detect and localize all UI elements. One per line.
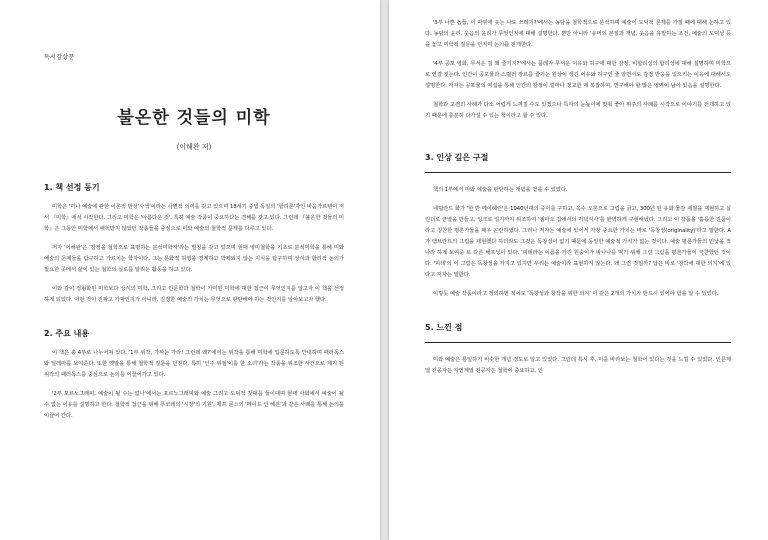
section-divider — [425, 342, 731, 343]
paragraph: 책의 1부에서 미와 예술을 판단하는 개념을 얻을 수 있었다. — [433, 187, 568, 193]
section-heading-impressions: 5. 느낀 점 — [425, 323, 463, 332]
document-title: 불온한 것들의 미학 — [117, 108, 271, 128]
paragraph: 이 책은 총 4부로 나누어져 있다. '1부 위작, 가짜는 가라! 그런데 왜?'에서는 위작을 통해 미학에 입문하도록 안내하며 패러독스와 딜레마를 보여준다. 또한 옛말을 통해 철학적 질문을 던진다. 특히 '인주 위절'이를 한 소녀'라는 작품을 위조한 사건으로 계기 된 위작의 패러독스를 중심으로 논의를 이끌어가고 있다. — [44, 350, 344, 378]
paragraph: '3부 나쁜 놈들, 이 따위에 웃는 나도 쓰레기?'에서는 농담을 철학적으로 분석하며 예술이 도덕적 문제를 가질 때에 대해 논하고 있다. 농담의 윤리, 웃음의 윤리가 무엇인지에 대해 설명한다. 뿐만 아니라 '유머의 본질과 개념, 웃음을 유발하는 조건, 예술의 도덕성 등을 놓고 미학적 질문을 던지며 논의를 전개한다. — [425, 20, 731, 48]
document-page-1 — [0, 0, 380, 540]
section-heading-selection-motive: 1. 책 선정 동기 — [44, 183, 100, 192]
paragraph: '4부 공포 영화, 무서운 걸 왜 즐기지?'에서는 품레가 무서운 이유와 허구에 대한 감정, 비합리성의 합리성에 대해 설명하며 미학으로 연결 짓는다. 인간이 공포물과 스릴러 장르를 즐기는 원상이 생긴 이유와 허구인 줄 알면서도 감정 반응을 일으키는 이유에 대해서도 설명한다. 저자는 공포물의 역설을 통해 인간의 감정이 얼마나 정교한 매 복잡하며, 연구해야 할 많은 영역이 남아 있음을 설명한다. — [425, 61, 731, 89]
section-heading-impressive-passage: 3. 인상 깊은 구절 — [425, 153, 489, 162]
paragraph: 저자 '이해완'은 '감정을 철학으로 표명하는 분석미학자'라는 별칭을 갖고 있으며 현대 영미철학을 기초로 분석미학을 통해 미와 예술의 문제들을 탐구하고 가르치는 학자이다. 그는 문화적 허영을 경계하고 박제되지 않는 지식을 탐구하며 상식과 합리적 논의가 필요한 곳에서 삶이 있는 철학의 실로를 알리는 활동을 하고 있다. — [44, 245, 344, 273]
paragraph: '2부 포르노그래피, 예술이 될 수는 없나'에서는 포르노그래피와 예술 그리고 도덕적 잣대를 들이대며 현대 사회에서 예술이 될 수 없는 이유를 설명하고 한다. 철학적 접근을 위해 푸코레의 '시장'의 기원', 제프 쿤스의 '메이드 인 헤븐'과 같은 사례를 통해 논의를 이끌어 간다. — [44, 391, 344, 419]
paragraph: 철학과 고전의 사례가 다소 어렵게 느껴질 수도 있겠으나 특자의 눈높이에 맞춰 좋아 위주의 사례를 시작으로 이야기를 전개하고 있기 때문에 충분히 다가설 수 있는 책이라고 할 수 있다. — [425, 102, 731, 119]
paragraph: 이렇듯 예술 작품이라고 정의하면 적어도 '독창성과 창작을 위한 의지' 이 같은 2개의 가치가 반드시 있어야 함을 알 수 있었다. — [433, 291, 719, 297]
author-line: (이해완 저) — [176, 143, 212, 151]
paragraph: 이와 같이 정형화된 미학보다 상식의 미학, 그리고 인문학과 철학이 가미된 미학에 대한 접근이 무엇인지를 알고자 이 책을 선정하게 되었다. 어떤 것이 진짜고 가짜인지가 아니라, 진정한 예술의 가치는 무엇으로 판단해야 하는 것인지를 알아보고자 했다. — [44, 286, 344, 303]
document-page-2 — [389, 0, 768, 540]
paragraph: 네덜란드 화가 '한 반 메이헤런'은 1940년대의 중이를 구하고, 옥수 오론으로 그림을 긁고, 300년 된 유화 물감 재질을 재현하고 실린더로 균열을 만들고, 잉크로 얼지까지 위조하여 '엠마오 집에서의 저녁식사'를 완벽하게 구현해냈다. 그리고 이 작품을 '훌륭한 진품이라고 칭찬한 평론가들을 매우 곤란하였다. 그러나 저자는 예술에 있어서 가장 중요한 가치는 바로 '독창성(originality)'라고 말한다. A가 렘브란트의 그림을 재현했다 하더라도 그것은 독창성이 없기 때문에 동일한 예술적 가치가 없는 것이다. 예술 평론가들의 민낯을 적나라 하게 보여준 또 다른 해프닝이 있다. '피테라는 이름을 가진 원숭이가 바나나를 먹기 위해 그린 그림을 평론가들이 극찬했던 것이다. '피테'의 이 그림은 독창성을 가지고 있지만 우리는 예술이라 표현하지 않는다. 왜 그런 것일까? 답은 바로 '창작에 대한 의지'에 있다고 저자는 말한다. — [425, 206, 731, 278]
section-divider — [425, 172, 731, 173]
paragraph: 미와 예술은 통일하기 비슷한 개념 정도로 알고 있었다. 그런데 특서 후, 미를 바라보는 철학이 있다는 것을 느낄 수 있었다. 인문계열 전공자든 자연계열 전공자든 철학이 중요하고, 인 — [425, 357, 731, 374]
paragraph: 미학은 '미나 예술에 관한 이론적 반성'사색'이라는 사변적 의미를 갖고 있으며 18세기 중엽 독일의 '합리론'자인 바움가르텐이 저서 『미학』에서 시작한다. 그리고 미학은 '아름다운 것', 특히 예술 작품이 중요하다는 견해를 갖고 있다. 그런데 『불온한 것들의 미학』은 그동안 미학에서 배척받지 않았던 작품들을 중심으로 미와 예술의 철학적 문제를 다루고 있다. — [44, 204, 344, 232]
genre-label: 독서감상문 — [44, 54, 75, 61]
page-1-content — [44, 52, 344, 430]
section-heading-main-content: 2. 주요 내용 — [44, 329, 90, 338]
page-2-content — [425, 18, 731, 385]
